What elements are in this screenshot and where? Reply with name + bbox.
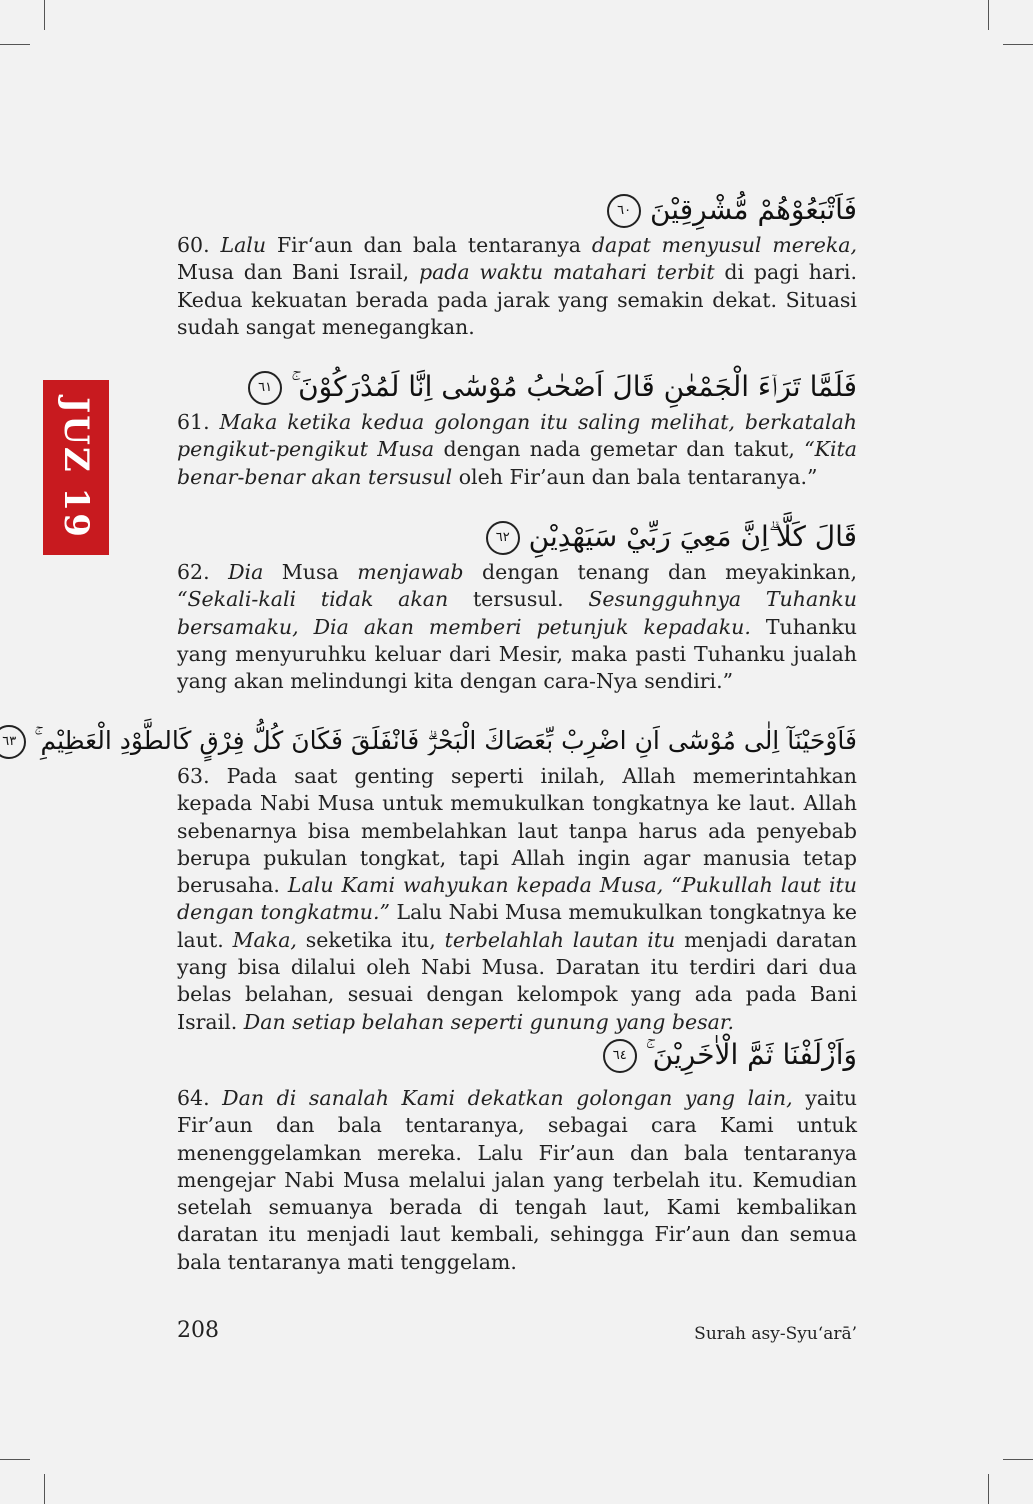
translation-segment: terbelahlah lautan itu — [444, 927, 676, 952]
translation-segment: oleh Fir’aun dan bala tentaranya.” — [452, 464, 818, 489]
translation-segment: 60. — [177, 233, 221, 257]
juz-label: JUZ 19 — [56, 396, 96, 539]
juz-tab — [43, 380, 109, 555]
translation-segment: yaitu Fir’aun dan bala tentaranya, sebagai cara Kami untuk menenggelamkan mereka. Lalu Fir’aun dan bala tentaranya mengejar Nabi Musa melalui jalan yang terbelah itu. Kemudian setelah semuanya berada di tengah laut, Kami kembalikan daratan itu menjadi laut kembali, sehingga Fir’aun dan semua bala tentaranya mati tenggelam. — [177, 1086, 857, 1274]
ayah-number-marker: ٦٤ — [603, 1039, 637, 1073]
translation-segment: 62. — [177, 560, 229, 584]
verse-block-62 — [177, 515, 857, 695]
crop-mark — [988, 1474, 989, 1504]
arabic-verse: فَاَوْحَيْنَآ اِلٰى مُوْسٰٓى اَنِ اضْرِبْ بِّعَصَاكَ الْبَحْرَۗ فَانْفَلَقَ فَكَانَ كُلُّ فِرْقٍ كَالطَّوْدِ الْعَظِيْمِ ۚ ٦٣ — [177, 719, 857, 763]
translation-segment: pada waktu matahari terbit — [418, 260, 715, 285]
translation-paragraph — [177, 232, 857, 341]
ayah-number-marker: ٦٣ — [0, 725, 26, 759]
page-number: 208 — [177, 1318, 219, 1343]
translation-segment: Lalu Kami wahyukan kepada Musa, “Pukullah laut itu dengan tongkatmu.” — [177, 873, 857, 925]
crop-mark — [0, 44, 30, 45]
translation-segment: menjadi daratan yang bisa dilalui oleh Nabi Musa. Daratan itu terdiri dari dua belas belahan, sesuai dengan kelompok yang ada pada Bani Israil. — [177, 927, 857, 1034]
crop-mark — [44, 1474, 45, 1504]
translation-segment: Musa dan Bani Israil, — [177, 260, 419, 285]
translation-segment: 63. Pada saat genting seperti inilah, Allah memerintahkan kepada Nabi Musa untuk memukulkan tongkatnya ke laut. Allah sebenarnya bisa membelahkan laut tanpa harus ada penyebab berupa pukulan tongkat, tapi Allah ingin agar manusia tetap berusaha. — [177, 764, 857, 898]
verse-block-64 — [177, 1033, 857, 1276]
translation-segment: menjawab — [357, 560, 464, 584]
translation-paragraph — [177, 409, 857, 491]
crop-mark — [1003, 44, 1033, 45]
translation-segment: dengan tenang dan meyakinkan, — [463, 560, 857, 584]
crop-mark — [1003, 1459, 1033, 1460]
translation-segment: Dan setiap belahan seperti gunung yang besar. — [243, 1009, 734, 1034]
surah-name: Surah asy-Syu‘arā’ — [694, 1324, 857, 1344]
arabic-verse: وَاَزْلَفْنَا ثَمَّ الْاٰخَرِيْنَ ۚ ٦٤ — [177, 1033, 857, 1077]
arabic-verse: فَلَمَّا تَرَاۤءَ الْجَمْعٰنِ قَالَ اَصْحٰبُ مُوْسٰٓى اِنَّا لَمُدْرَكُوْنَ ۚ ٦١ — [177, 365, 857, 409]
ayah-number-marker: ٦١ — [248, 371, 282, 405]
verse-block-63 — [2, 719, 858, 1036]
arabic-verse: قَالَ كَلَّا ۗاِنَّ مَعِيَ رَبِّيْ سَيَهْدِيْنِ ٦٢ — [177, 515, 857, 559]
translation-segment: seketika itu, — [296, 927, 445, 952]
ayah-number-marker: ٦٢ — [486, 521, 520, 555]
translation-segment: Lalu — [220, 233, 267, 257]
ayah-number-marker: ٦٠ — [607, 194, 641, 228]
translation-segment: Fir‘aun dan bala tentaranya — [266, 233, 592, 257]
translation-segment: Dia — [228, 560, 264, 584]
translation-paragraph — [177, 559, 857, 695]
translation-segment: “Sekali-kali tidak akan — [177, 587, 449, 612]
translation-segment: 64. — [177, 1086, 223, 1110]
translation-segment: Maka ketika kedua golongan itu saling melihat, berkatalah pengikut-pengikut Musa — [177, 410, 857, 462]
translation-segment: Lalu Nabi Musa memukulkan tongkatnya ke laut. — [177, 900, 858, 952]
crop-mark — [44, 0, 45, 30]
translation-paragraph — [177, 1085, 857, 1276]
translation-segment: “Kita benar-benar akan tersusul — [177, 437, 857, 489]
crop-mark — [0, 1459, 30, 1460]
translation-segment: tersusul. — [448, 587, 589, 612]
translation-segment: dapat menyusul mereka, — [591, 233, 857, 257]
arabic-verse: فَاَتْبَعُوْهُمْ مُّشْرِقِيْنَ ٦٠ — [177, 188, 857, 232]
translation-segment: 61. — [177, 410, 220, 434]
translation-segment: Tuhanku yang menyuruhku keluar dari Mesir, maka pasti Tuhanku jualah yang akan melindungi kita dengan cara-Nya sendiri.” — [177, 614, 857, 694]
translation-segment: di pagi hari. Kedua kekuatan berada pada jarak yang semakin dekat. Situasi sudah sangat menegangkan. — [177, 260, 857, 339]
verse-block-60 — [177, 188, 857, 341]
translation-segment: dengan nada gemetar dan takut, — [434, 437, 805, 462]
translation-segment: Maka, — [232, 927, 297, 952]
translation-paragraph — [177, 763, 857, 1036]
verse-block-61 — [177, 365, 857, 491]
translation-segment: Musa — [263, 560, 358, 584]
translation-segment: Sesungguhnya Tuhanku bersamaku, Dia akan memberi petunjuk kepadaku. — [177, 587, 857, 639]
crop-mark — [988, 0, 989, 30]
translation-segment: Dan di sanalah Kami dekatkan golongan yang lain, — [222, 1086, 793, 1110]
